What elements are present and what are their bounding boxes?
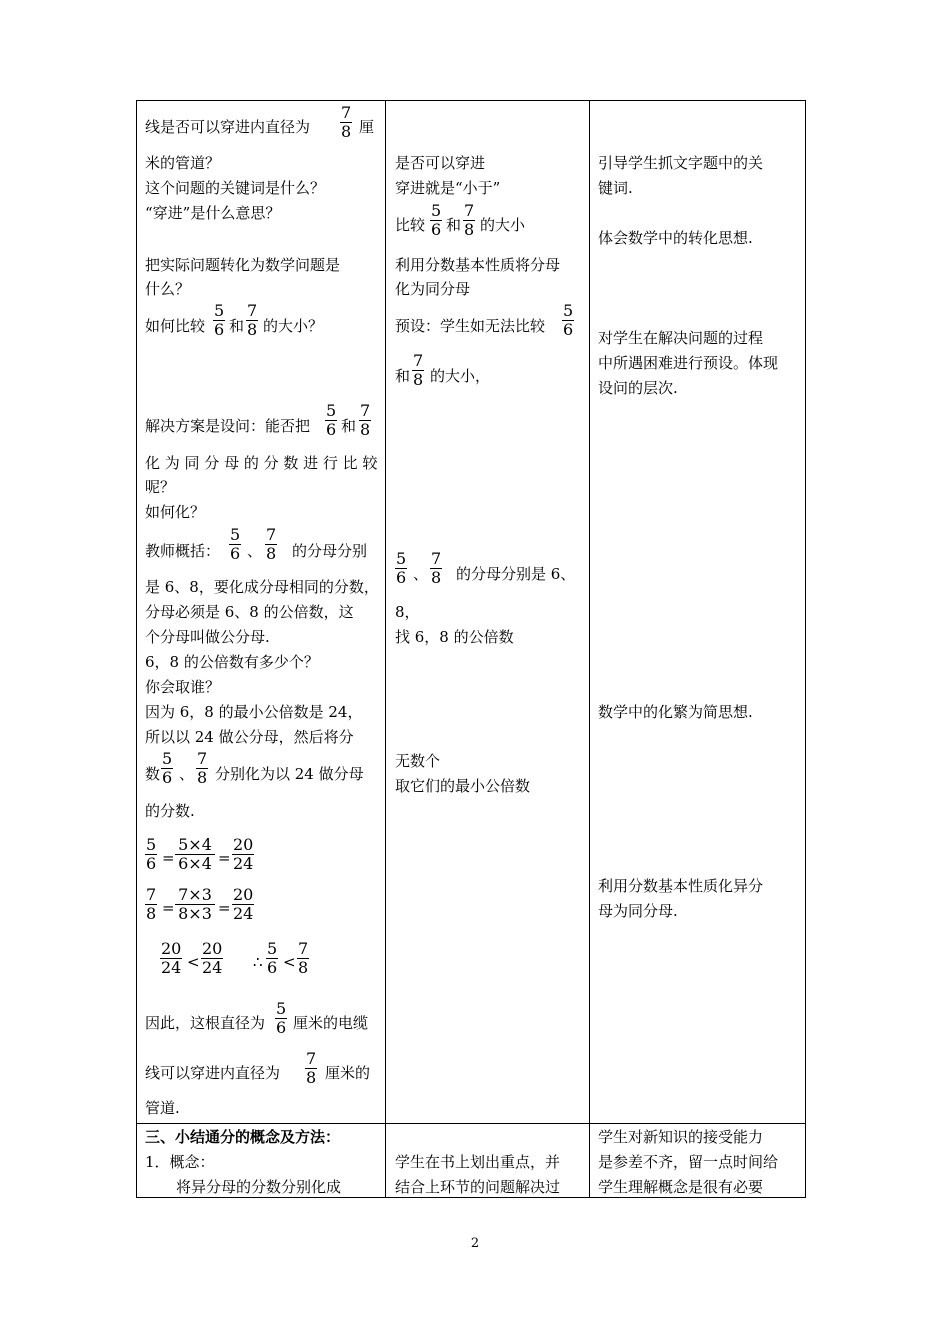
text-line: 学生理解概念是很有必要 bbox=[598, 1178, 764, 1196]
text-line: 是否可以穿进 bbox=[395, 154, 486, 172]
text-line: 是参差不齐，留一点时间给 bbox=[598, 1153, 779, 1171]
text-line: 预设：学生如无法比较 bbox=[395, 317, 546, 335]
text-line: 分别化为以 24 做分母 bbox=[215, 765, 364, 783]
text-line: 线是否可以穿进内直径为 bbox=[145, 118, 311, 136]
equation-fraction: $\frac{20}{24}$ bbox=[161, 939, 182, 977]
text-line: 母为同分母. bbox=[598, 902, 678, 920]
text-line: 找 6，8 的公倍数 bbox=[395, 628, 514, 646]
column-divider-1 bbox=[385, 101, 386, 1197]
text-line: 化为同分母 bbox=[395, 280, 471, 298]
text-line: 设问的层次. bbox=[598, 379, 678, 397]
text-line: 如何化？ bbox=[145, 503, 206, 521]
text-line: 的大小 bbox=[480, 216, 526, 234]
text-line: 和 bbox=[395, 367, 411, 385]
equation-fraction: $\frac{7\times 3}{8\times 3}$ bbox=[175, 886, 215, 923]
text-line: “穿进”是什么意思？ bbox=[145, 204, 281, 222]
text-line: 把实际问题转化为数学问题是 bbox=[145, 256, 341, 274]
text-line: 如何比较 bbox=[145, 317, 206, 335]
text-line: 的大小？ bbox=[263, 317, 324, 335]
fraction-7-8: $\frac{7}{8}$ bbox=[341, 103, 352, 141]
text-line: 8， bbox=[395, 603, 420, 621]
text-line: 的大小， bbox=[430, 367, 491, 385]
text-line: 引导学生抓文字题中的关 bbox=[598, 154, 764, 172]
equals-sign: = bbox=[218, 899, 231, 917]
text-line: 体会数学中的转化思想. bbox=[598, 229, 753, 247]
text-line: 你会取谁？ bbox=[145, 678, 221, 696]
text-line: 取它们的最小公倍数 bbox=[395, 777, 531, 795]
text-line: 6，8 的公倍数有多少个？ bbox=[145, 653, 319, 671]
text-line: 、 bbox=[413, 565, 429, 583]
text-line: 管道. bbox=[145, 1099, 180, 1117]
fraction-5-6: $\frac{5}{6}$ bbox=[431, 201, 442, 239]
fraction-5-6: $\frac{5}{6}$ bbox=[267, 939, 278, 977]
text-line: 解决方案是设问：能否把 bbox=[145, 417, 311, 435]
text-line: 是 6、8，要化成分母相同的分数， bbox=[145, 578, 379, 596]
text-line: 厘 bbox=[359, 118, 375, 136]
text-line: 厘米的 bbox=[325, 1064, 371, 1082]
equals-sign: = bbox=[218, 849, 231, 867]
text-line: 因此，这根直径为 bbox=[145, 1014, 266, 1032]
text-line: 学生在书上划出重点，并 bbox=[395, 1153, 561, 1171]
text-line: 所以以 24 做公分母，然后将分 bbox=[145, 728, 354, 746]
text-line: 呢？ bbox=[145, 478, 176, 496]
text-line: 和 bbox=[229, 317, 245, 335]
fraction-5-6: $\frac{5}{6}$ bbox=[162, 749, 173, 787]
text-line: 的分数. bbox=[145, 802, 195, 820]
text-line: 和 bbox=[341, 417, 357, 435]
text-line: 中所遇困难进行预设。体现 bbox=[598, 354, 779, 372]
equation-fraction: $\frac{5\times 4}{6\times 4}$ bbox=[175, 836, 215, 873]
therefore-sign: ∴ bbox=[253, 953, 263, 971]
text-line: 结合上环节的问题解决过 bbox=[395, 1178, 561, 1196]
text-line: 米的管道？ bbox=[145, 154, 221, 172]
less-than-sign: < bbox=[187, 953, 200, 971]
text-line: 因为 6，8 的最小公倍数是 24， bbox=[145, 703, 363, 721]
text-line: 、 bbox=[247, 542, 263, 560]
equation-fraction: $\frac{20}{24}$ bbox=[202, 939, 223, 977]
text-line: 的分母分别 bbox=[292, 542, 368, 560]
text-line: 对学生在解决问题的过程 bbox=[598, 329, 764, 347]
text-line: 和 bbox=[446, 216, 462, 234]
text-line: 比较 bbox=[395, 216, 426, 234]
column-divider-2 bbox=[589, 101, 590, 1197]
fraction-7-8: $\frac{7}{8}$ bbox=[298, 939, 309, 977]
text-line: 学生对新知识的接受能力 bbox=[598, 1128, 764, 1146]
fraction-7-8: $\frac{7}{8}$ bbox=[306, 1049, 317, 1087]
fraction-7-8: $\frac{7}{8}$ bbox=[431, 549, 442, 587]
text-line: 将异分母的分数分别化成 bbox=[176, 1178, 342, 1196]
text-line: 1．概念： bbox=[145, 1153, 215, 1171]
fraction-7-8: $\frac{7}{8}$ bbox=[360, 401, 371, 439]
text-line: 教师概括： bbox=[145, 542, 221, 560]
text-line: 的分母分别是 6、 bbox=[456, 565, 576, 583]
fraction-5-6: $\frac{5}{6}$ bbox=[230, 525, 241, 563]
text-line: 无数个 bbox=[395, 752, 441, 770]
equation-fraction: $\frac{7}{8}$ bbox=[146, 885, 157, 923]
fraction-5-6: $\frac{5}{6}$ bbox=[563, 301, 574, 339]
equation-fraction: $\frac{20}{24}$ bbox=[233, 835, 254, 873]
fraction-7-8: $\frac{7}{8}$ bbox=[464, 201, 475, 239]
text-line: 、 bbox=[179, 765, 195, 783]
fraction-5-6: $\frac{5}{6}$ bbox=[214, 301, 225, 339]
text-line: 利用分数基本性质化异分 bbox=[598, 877, 764, 895]
row-divider bbox=[137, 1123, 805, 1124]
section-title: 三、小结通分的概念及方法： bbox=[145, 1128, 341, 1146]
fraction-5-6: $\frac{5}{6}$ bbox=[396, 549, 407, 587]
equation-fraction: $\frac{20}{24}$ bbox=[233, 885, 254, 923]
fraction-7-8: $\frac{7}{8}$ bbox=[247, 301, 258, 339]
equals-sign: = bbox=[162, 899, 175, 917]
text-line: 这个问题的关键词是什么？ bbox=[145, 179, 326, 197]
page-number: 2 bbox=[470, 1236, 480, 1251]
fraction-7-8: $\frac{7}{8}$ bbox=[197, 749, 208, 787]
text-line: 线可以穿进内直径为 bbox=[145, 1064, 281, 1082]
equation-fraction: $\frac{5}{6}$ bbox=[146, 835, 157, 873]
text-line: 数学中的化繁为简思想. bbox=[598, 703, 753, 721]
fraction-5-6: $\frac{5}{6}$ bbox=[276, 999, 287, 1037]
text-line: 分母必须是 6、8 的公倍数，这 bbox=[145, 603, 354, 621]
text-line: 穿进就是“小于” bbox=[395, 179, 501, 197]
fraction-7-8: $\frac{7}{8}$ bbox=[266, 525, 277, 563]
text-line: 利用分数基本性质将分母 bbox=[395, 256, 561, 274]
fraction-7-8: $\frac{7}{8}$ bbox=[413, 351, 424, 389]
less-than-sign: < bbox=[283, 953, 296, 971]
fraction-5-6: $\frac{5}{6}$ bbox=[326, 401, 337, 439]
text-line: 什么？ bbox=[145, 280, 191, 298]
text-line: 厘米的电缆 bbox=[293, 1014, 369, 1032]
text-line: 键词. bbox=[598, 179, 633, 197]
text-line: 化 为 同 分 母 的 分 数 进 行 比 较 bbox=[145, 454, 378, 472]
equals-sign: = bbox=[162, 849, 175, 867]
text-line: 数 bbox=[145, 765, 161, 783]
text-line: 个分母叫做公分母. bbox=[145, 628, 270, 646]
